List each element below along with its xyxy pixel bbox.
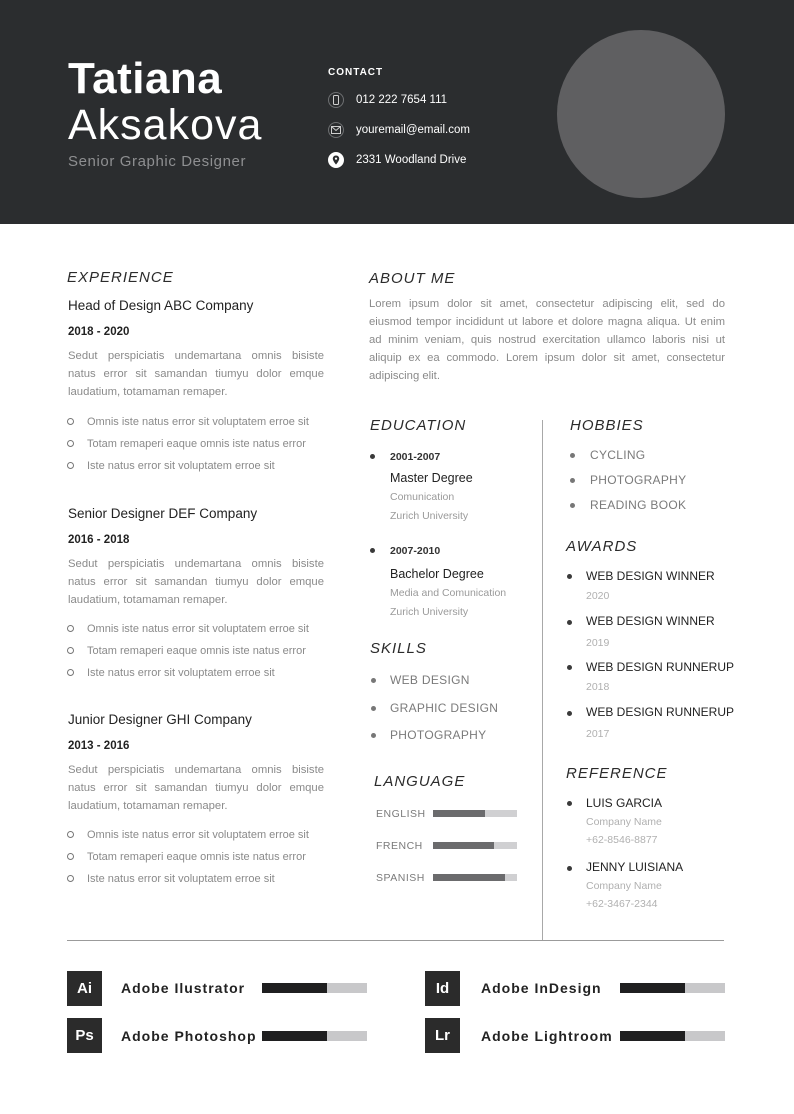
software-level-fill	[620, 1031, 685, 1041]
phone-icon	[328, 92, 344, 108]
circle-bullet-icon	[67, 462, 74, 469]
bullet-dot-icon	[371, 706, 376, 711]
skill-item: WEB DESIGN	[390, 673, 470, 687]
language-name: SPANISH	[376, 872, 425, 884]
list-item: Omnis iste natus error sit voluptatem erroe sit	[67, 621, 337, 643]
first-name: Tatiana	[68, 54, 223, 103]
reference-phone: +62-8546-8877	[586, 834, 658, 846]
job-description: Sedut perspiciatis undemartana omnis bisiste natus error sit samandan tiumyu dolor emque laudatium, totamaman remaper.	[68, 350, 324, 398]
indesign-icon: Id	[425, 971, 460, 1006]
list-item: Iste natus error sit voluptatem erroe sit	[67, 665, 337, 687]
education-heading: EDUCATION	[370, 417, 467, 434]
education-years: 2001-2007	[390, 451, 441, 463]
list-item: Totam remaperi eaque omnis iste natus error	[67, 643, 337, 665]
language-level-bar	[433, 874, 517, 881]
education-field: Media and Comunication	[390, 587, 507, 599]
reference-company: Company Name	[586, 816, 662, 828]
job-role: Head of Design ABC Company	[68, 298, 254, 313]
last-name: Aksakova	[68, 101, 263, 149]
hobby-item: CYCLING	[590, 448, 646, 462]
software-level-fill	[262, 1031, 327, 1041]
hobby-item: PHOTOGRAPHY	[590, 473, 687, 487]
about-text: Lorem ipsum dolor sit amet, consectetur adipiscing elit, sed do eiusmod tempor incididunt ut labore et dolore magna aliqua. Ut enim ad minim veniam, quis nostrud exercitation ullamco laboris nisi ut aliquip ex ea commodo. Lorem ipsum dolor sit amet, consectetur adipiscing elit.	[369, 298, 725, 382]
award-name: WEB DESIGN WINNER	[586, 614, 715, 628]
experience-heading: EXPERIENCE	[67, 269, 174, 286]
education-degree: Bachelor Degree	[390, 567, 484, 581]
lightroom-icon: Lr	[425, 1018, 460, 1053]
about-heading: ABOUT ME	[369, 270, 456, 287]
section-divider	[67, 940, 724, 941]
column-divider	[542, 420, 543, 940]
software-name: Adobe Ilustrator	[121, 980, 246, 996]
bullet-dot-icon	[567, 574, 572, 579]
award-year: 2017	[586, 728, 610, 740]
education-school: Zurich University	[390, 606, 469, 618]
contact-address-text: 2331 Woodland Drive	[356, 154, 467, 166]
skill-item: GRAPHIC DESIGN	[390, 701, 499, 715]
award-year: 2020	[586, 590, 610, 602]
list-item: Totam remaperi eaque omnis iste natus error	[67, 849, 337, 871]
bullet-dot-icon	[570, 503, 575, 508]
circle-bullet-icon	[67, 875, 74, 882]
bullet-dot-icon	[370, 454, 375, 459]
bullet-dot-icon	[567, 620, 572, 625]
job-role: Senior Designer DEF Company	[68, 506, 258, 521]
list-item: Iste natus error sit voluptatem erroe sit	[67, 458, 337, 480]
bullet-dot-icon	[567, 665, 572, 670]
award-name: WEB DESIGN RUNNERUP	[586, 660, 735, 674]
job-title: Senior Graphic Designer	[68, 153, 247, 170]
hobbies-heading: HOBBIES	[570, 417, 644, 434]
software-level-fill	[262, 983, 327, 993]
contact-email-text: youremail@email.com	[356, 124, 470, 136]
contact-phone	[328, 91, 447, 109]
reference-phone: +62-3467-2344	[586, 898, 658, 910]
illustrator-icon: Ai	[67, 971, 102, 1006]
bullet-dot-icon	[567, 711, 572, 716]
job-bullet-list	[67, 827, 337, 893]
reference-name: JENNY LUISIANA	[586, 860, 684, 874]
circle-bullet-icon	[67, 669, 74, 676]
education-field: Comunication	[390, 491, 455, 503]
hobby-item: READING BOOK	[590, 498, 687, 512]
location-pin-icon	[328, 152, 344, 168]
bullet-dot-icon	[570, 453, 575, 458]
skill-item: PHOTOGRAPHY	[390, 728, 487, 742]
language-level-bar	[433, 842, 517, 849]
job-years: 2016 - 2018	[68, 534, 130, 546]
photoshop-icon: Ps	[67, 1018, 102, 1053]
circle-bullet-icon	[67, 625, 74, 632]
software-name: Adobe InDesign	[481, 980, 602, 996]
job-years: 2013 - 2016	[68, 740, 130, 752]
award-name: WEB DESIGN RUNNERUP	[586, 705, 735, 719]
bullet-dot-icon	[567, 801, 572, 806]
software-level-fill	[620, 983, 685, 993]
contact-address	[328, 151, 466, 169]
list-item: Totam remaperi eaque omnis iste natus error	[67, 436, 337, 458]
list-item: Omnis iste natus error sit voluptatem erroe sit	[67, 414, 337, 436]
award-name: WEB DESIGN WINNER	[586, 569, 715, 583]
language-name: FRENCH	[376, 840, 423, 852]
circle-bullet-icon	[67, 831, 74, 838]
bullet-dot-icon	[570, 478, 575, 483]
job-bullet-list	[67, 621, 337, 687]
software-level-bar	[620, 983, 725, 993]
contact-email	[328, 121, 470, 139]
bullet-dot-icon	[567, 866, 572, 871]
bullet-dot-icon	[371, 678, 376, 683]
reference-heading: REFERENCE	[566, 765, 668, 782]
job-description: Sedut perspiciatis undemartana omnis bisiste natus error sit samandan tiumyu dolor emque laudatium, totamaman remaper.	[68, 558, 324, 606]
language-heading: LANGUAGE	[374, 773, 466, 790]
software-name: Adobe Lightroom	[481, 1028, 613, 1044]
email-icon	[328, 122, 344, 138]
language-level-fill	[433, 842, 494, 849]
education-years: 2007-2010	[390, 545, 441, 557]
software-level-bar	[262, 1031, 367, 1041]
bullet-dot-icon	[370, 548, 375, 553]
skills-heading: SKILLS	[370, 640, 427, 657]
job-description: Sedut perspiciatis undemartana omnis bisiste natus error sit samandan tiumyu dolor emque laudatium, totamaman remaper.	[68, 764, 324, 812]
software-level-bar	[620, 1031, 725, 1041]
awards-heading: AWARDS	[566, 538, 638, 555]
circle-bullet-icon	[67, 853, 74, 860]
job-years: 2018 - 2020	[68, 326, 130, 338]
list-item: Omnis iste natus error sit voluptatem erroe sit	[67, 827, 337, 849]
language-level-fill	[433, 874, 505, 881]
language-level-bar	[433, 810, 517, 817]
software-level-bar	[262, 983, 367, 993]
list-item: Iste natus error sit voluptatem erroe sit	[67, 871, 337, 893]
software-name: Adobe Photoshop	[121, 1028, 257, 1044]
circle-bullet-icon	[67, 418, 74, 425]
education-school: Zurich University	[390, 510, 469, 522]
profile-photo-placeholder	[557, 30, 725, 198]
job-bullet-list	[67, 414, 337, 480]
reference-company: Company Name	[586, 880, 662, 892]
circle-bullet-icon	[67, 647, 74, 654]
circle-bullet-icon	[67, 440, 74, 447]
language-name: ENGLISH	[376, 808, 426, 820]
language-level-fill	[433, 810, 485, 817]
contact-heading: CONTACT	[328, 67, 384, 78]
job-role: Junior Designer GHI Company	[68, 712, 252, 727]
contact-phone-text: 012 222 7654 111	[356, 94, 448, 106]
award-year: 2018	[586, 681, 610, 693]
bullet-dot-icon	[371, 733, 376, 738]
reference-name: LUIS GARCIA	[586, 796, 663, 810]
education-degree: Master Degree	[390, 471, 473, 485]
award-year: 2019	[586, 637, 610, 649]
